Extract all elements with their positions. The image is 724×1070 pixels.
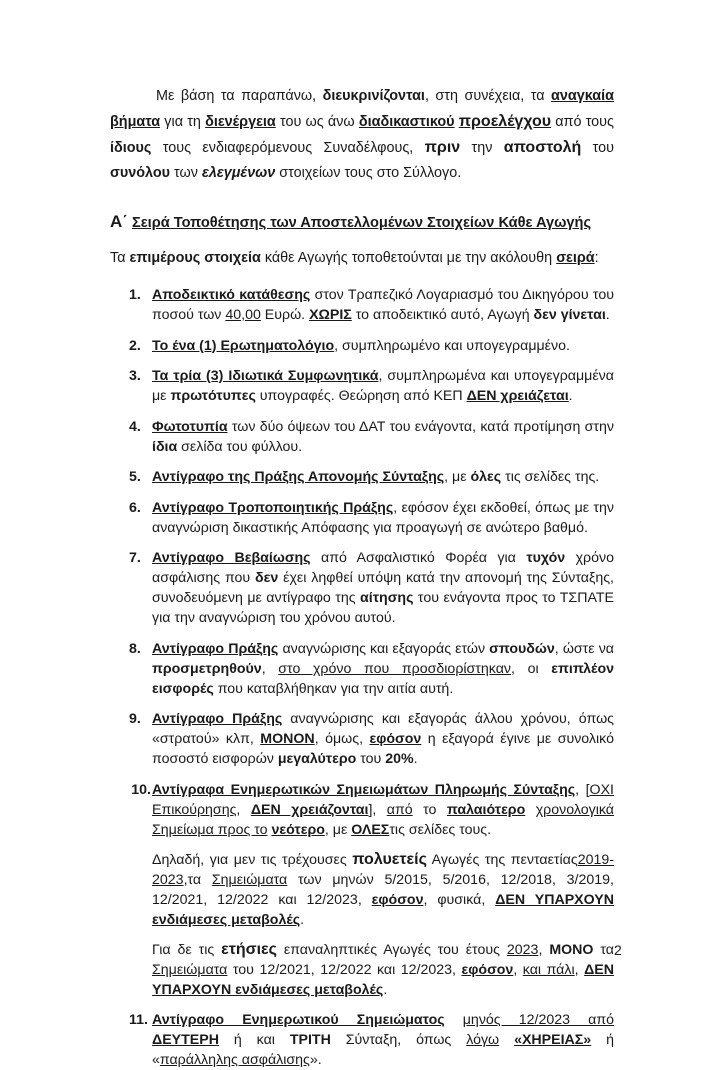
- text-run: Σημειώματα: [211, 871, 288, 888]
- text-run: για τη: [160, 114, 206, 130]
- text-run: κάθε Αγωγής τοποθετούνται με την ακόλουθη: [260, 250, 557, 266]
- text-run: του: [356, 751, 386, 767]
- text-run: των: [170, 165, 202, 181]
- text-run: ,: [538, 941, 550, 958]
- section-heading: [110, 211, 614, 234]
- text-run: 20%: [385, 751, 414, 767]
- text-run: .: [413, 751, 418, 767]
- text-run: χρόνο ασφάλισης που: [152, 550, 614, 586]
- text-run: Αντίγραφο Πράξης: [152, 640, 279, 657]
- text-run: προελέγχου: [458, 113, 552, 130]
- item-number: 5.: [129, 469, 141, 485]
- list-item: [110, 709, 614, 769]
- text-run: ΔΕΥΤΕΡΗ: [152, 1032, 219, 1048]
- text-run: δεν: [255, 570, 279, 586]
- text-run: έχει ληφθεί υπόψη κατά την απονομή της Σύνταξης, συνοδευόμενη με αντίγραφο της: [152, 570, 614, 606]
- text-run: , εφόσον έχει εκδοθεί, όπως με την αναγνώριση δικαστικής Απόφασης για προαγωγή σε ανώτερο βαθμό.: [152, 499, 614, 536]
- text-run: την: [460, 140, 504, 156]
- text-run: , συμπληρωμένο και υπογεγραμμένο.: [334, 337, 570, 354]
- text-run: Αντίγραφο Ενημερωτικού Σημειώματος: [152, 1012, 445, 1028]
- text-run: των μηνών 5/2015, 5/2016, 12/2018, 3/2019, 12/2021, 12/2022 και 12/2023,: [152, 871, 614, 908]
- text-run: το αποδεικτικό αυτό, Αγωγή: [351, 307, 534, 323]
- text-run: και πάλι: [522, 961, 575, 978]
- text-run: επιμέρους στοιχεία: [129, 250, 261, 266]
- text-run: στοιχείων τους στο Σύλλογο.: [275, 165, 462, 181]
- text-run: Σημειώματα: [152, 961, 228, 978]
- text-run: Δηλαδή, για μεν τις τρέχουσες: [152, 851, 353, 868]
- text-run: :: [594, 250, 599, 266]
- text-run: πολυετείς: [352, 850, 427, 868]
- lead-paragraph: [110, 247, 614, 269]
- text-run: ,: [236, 801, 251, 818]
- text-run: [445, 1012, 463, 1028]
- text-run: εφόσον: [369, 731, 422, 747]
- text-run: νεότερο: [271, 821, 325, 838]
- list-item: [110, 417, 614, 457]
- text-run: ,: [513, 961, 523, 978]
- text-run: .: [300, 911, 305, 928]
- item-number: 4.: [129, 418, 141, 435]
- text-run: , όμως,: [314, 731, 370, 747]
- text-run: παράλληλης ασφάλισης: [159, 1052, 310, 1068]
- text-run: εφόσον: [461, 961, 514, 978]
- text-run: επιπλέον εισφορές: [152, 660, 615, 697]
- text-run: ΤΡΙΤΗ: [289, 1032, 331, 1048]
- item-number: 8.: [129, 640, 141, 657]
- text-run: σπουδών: [489, 640, 555, 657]
- text-run: «ΧΗΡΕΙΑΣ»: [514, 1032, 592, 1048]
- text-run: παλαιότερο: [446, 801, 526, 818]
- text-run: , ώστε να: [554, 640, 614, 657]
- item-paragraph: [152, 940, 614, 1000]
- text-run: Αντίγραφα Ενημερωτικών Σημειωμάτων Πληρωμής Σύνταξης: [152, 781, 576, 798]
- list-item: [110, 780, 614, 1000]
- text-run: Αντίγραφο Βεβαίωσης: [152, 550, 311, 566]
- text-run: πρωτότυπες: [170, 388, 256, 404]
- text-run: , [: [575, 781, 590, 798]
- text-run: στον Τραπεζικό Λογαριασμό του Δικηγόρου του ποσού των: [152, 287, 614, 323]
- text-run: από τους: [551, 114, 614, 130]
- text-run: του ενάγοντα προς το ΤΣΠΑΤΕ για την αναγνώριση του χρόνου αυτού.: [152, 590, 614, 626]
- text-run: αναγνώρισης και εξαγοράς ετών: [278, 640, 490, 657]
- item-number: 11.: [129, 1012, 148, 1028]
- text-run: τις σελίδες τους.: [389, 821, 492, 838]
- text-run: Για δε τις: [152, 941, 222, 958]
- text-run: ίδια: [152, 438, 178, 455]
- text-run: , με: [444, 469, 471, 485]
- text-run: .: [568, 388, 573, 404]
- page-number: 2: [614, 942, 622, 958]
- text-run: από Ασφαλιστικό Φορέα για: [310, 550, 527, 566]
- text-run: 40,00: [225, 307, 261, 323]
- text-run: Τα τρία (3) Ιδιωτικά Συμφωνητικά: [152, 368, 379, 384]
- text-run: ΔΕΝ ΥΠΑΡΧΟΥΝ ενδιάμεσες μεταβολές: [152, 961, 614, 998]
- text-run: ,: [574, 961, 585, 978]
- text-run: ΔΕΝ χρειάζεται: [466, 388, 569, 404]
- text-run: όλες: [470, 469, 502, 485]
- text-run: Αντίγραφο της Πράξης Απονομής Σύνταξης: [152, 469, 445, 485]
- text-run: τα: [593, 941, 614, 958]
- text-run: .: [383, 981, 388, 998]
- text-run: Αγωγές της πενταετίας: [426, 851, 578, 868]
- section-letter: Α΄: [110, 212, 128, 231]
- text-run: δεν γίνεται: [533, 307, 606, 323]
- item-paragraph: [152, 850, 614, 930]
- text-run: μεγαλύτερο: [277, 751, 357, 767]
- text-run: χρονολογικά Σημείωμα προς το: [152, 801, 614, 838]
- text-run: [525, 802, 535, 818]
- item-paragraph: [152, 780, 614, 840]
- text-run: πριν: [424, 139, 461, 156]
- text-run: του 12/2021, 12/2022 και 12/2023,: [227, 961, 462, 978]
- text-run: υπογραφές. Θεώρηση από ΚΕΠ: [255, 388, 467, 404]
- text-run: στο χρόνο που προσδιορίστηκαν: [278, 660, 512, 677]
- text-run: 2023: [506, 941, 539, 958]
- text-run: ,τα: [183, 871, 212, 888]
- item-number: 1.: [129, 287, 141, 303]
- intro-paragraph: [110, 84, 614, 186]
- documents-list: [110, 285, 614, 1070]
- text-run: του ως άνω: [275, 114, 359, 130]
- text-run: το: [412, 801, 447, 818]
- text-run: Με βάση τα παραπάνω,: [156, 88, 323, 104]
- text-run: διευκρινίζονται: [322, 88, 425, 104]
- text-run: που καταβλήθηκαν για την αιτία αυτή.: [213, 680, 454, 697]
- text-run: ίδιους: [110, 140, 152, 156]
- text-run: , οι: [511, 660, 552, 677]
- text-run: ΜΟΝΟ: [549, 941, 594, 958]
- text-run: Το ένα (1) Ερωτηματολόγιο: [152, 337, 335, 354]
- text-run: Αντίγραφο Πράξης: [152, 711, 283, 727]
- text-run: ,: [261, 660, 279, 677]
- list-item: [110, 639, 614, 699]
- text-run: τις σελίδες της.: [501, 469, 600, 485]
- text-run: ή «: [152, 1032, 614, 1068]
- text-run: ετήσιες: [221, 940, 277, 958]
- text-run: ».: [309, 1052, 322, 1068]
- list-item: [110, 548, 614, 628]
- section-title: Σειρά Τοποθέτησης των Αποστελλομένων Στοιχείων Κάθε Αγωγής: [131, 215, 592, 231]
- text-run: αποστολή: [503, 139, 582, 156]
- text-run: ΔΕΝ ΥΠΑΡΧΟΥΝ ενδιάμεσες μεταβολές: [152, 891, 614, 928]
- list-item: [110, 498, 614, 538]
- text-run: διενέργεια: [205, 114, 276, 130]
- text-run: τυχόν: [526, 550, 566, 566]
- text-run: Αποδεικτικό κατάθεσης: [152, 287, 311, 303]
- list-item: [110, 285, 614, 325]
- text-run: ΟΧΙ Επικούρησης: [152, 781, 614, 818]
- text-run: .: [605, 307, 610, 323]
- text-run: ΔΕΝ χρειάζονται: [250, 801, 369, 818]
- text-run: ΟΛΕΣ: [351, 821, 390, 838]
- text-run: διαδικαστικού: [358, 114, 455, 130]
- text-run: ],: [368, 801, 387, 818]
- text-run: των δύο όψεων του ΔΑΤ του ενάγοντα, κατά προτίμηση στην: [227, 418, 614, 435]
- text-run: , με: [324, 821, 352, 838]
- text-run: Ευρώ.: [260, 307, 310, 323]
- text-run: 2019-2023: [152, 851, 614, 888]
- text-run: ΧΩΡΙΣ: [309, 307, 352, 323]
- text-run: ελεγμένων: [201, 165, 276, 181]
- text-run: σελίδα του φύλλου.: [177, 438, 303, 455]
- text-run: Αντίγραφο Τροποποιητικής Πράξης: [152, 499, 394, 516]
- text-run: επαναληπτικές Αγωγές του έτους: [276, 941, 507, 958]
- text-run: η εξαγορά έγινε με συνολικό ποσοστό εισφορών: [152, 731, 614, 767]
- item-number: 7.: [129, 550, 141, 566]
- text-run: προσμετρηθούν: [152, 660, 262, 677]
- text-run: , στη συνέχεια, τα: [424, 88, 552, 104]
- text-run: , φυσικά,: [423, 891, 496, 908]
- text-run: ή και: [218, 1032, 290, 1048]
- text-run: Φωτοτυπία: [152, 418, 228, 435]
- text-run: τους ενδιαφερόμενους Συναδέλφους,: [151, 140, 425, 156]
- text-run: του: [581, 140, 614, 156]
- text-run: Τα: [110, 250, 130, 266]
- list-item: [110, 467, 614, 487]
- text-run: σειρά: [556, 250, 595, 266]
- item-number: 9.: [129, 711, 141, 727]
- list-item: [110, 336, 614, 356]
- text-run: αίτησης: [360, 590, 414, 606]
- text-run: [499, 1032, 514, 1048]
- item-number: 10.: [131, 781, 151, 798]
- item-number: 2.: [129, 337, 141, 354]
- list-item: [110, 1010, 614, 1070]
- list-item: [110, 366, 614, 406]
- text-run: από: [386, 801, 413, 818]
- text-run: αναγκαία βήματα: [110, 88, 614, 130]
- text-run: , συμπληρωμένα και υπογεγραμμένα με: [152, 368, 614, 404]
- text-run: Σύνταξη, όπως: [330, 1032, 467, 1048]
- text-run: μηνός 12/2023 από: [462, 1012, 615, 1028]
- item-number: 6.: [129, 499, 141, 516]
- item-number: 3.: [129, 368, 141, 384]
- text-run: εφόσον: [371, 891, 424, 908]
- text-run: συνόλου: [110, 165, 171, 181]
- text-run: αναγνώρισης και εξαγοράς άλλου χρόνου, όπως «στρατού» κλπ,: [152, 711, 614, 747]
- text-run: λόγω: [466, 1032, 500, 1048]
- text-run: ΜΟΝΟΝ: [260, 731, 315, 747]
